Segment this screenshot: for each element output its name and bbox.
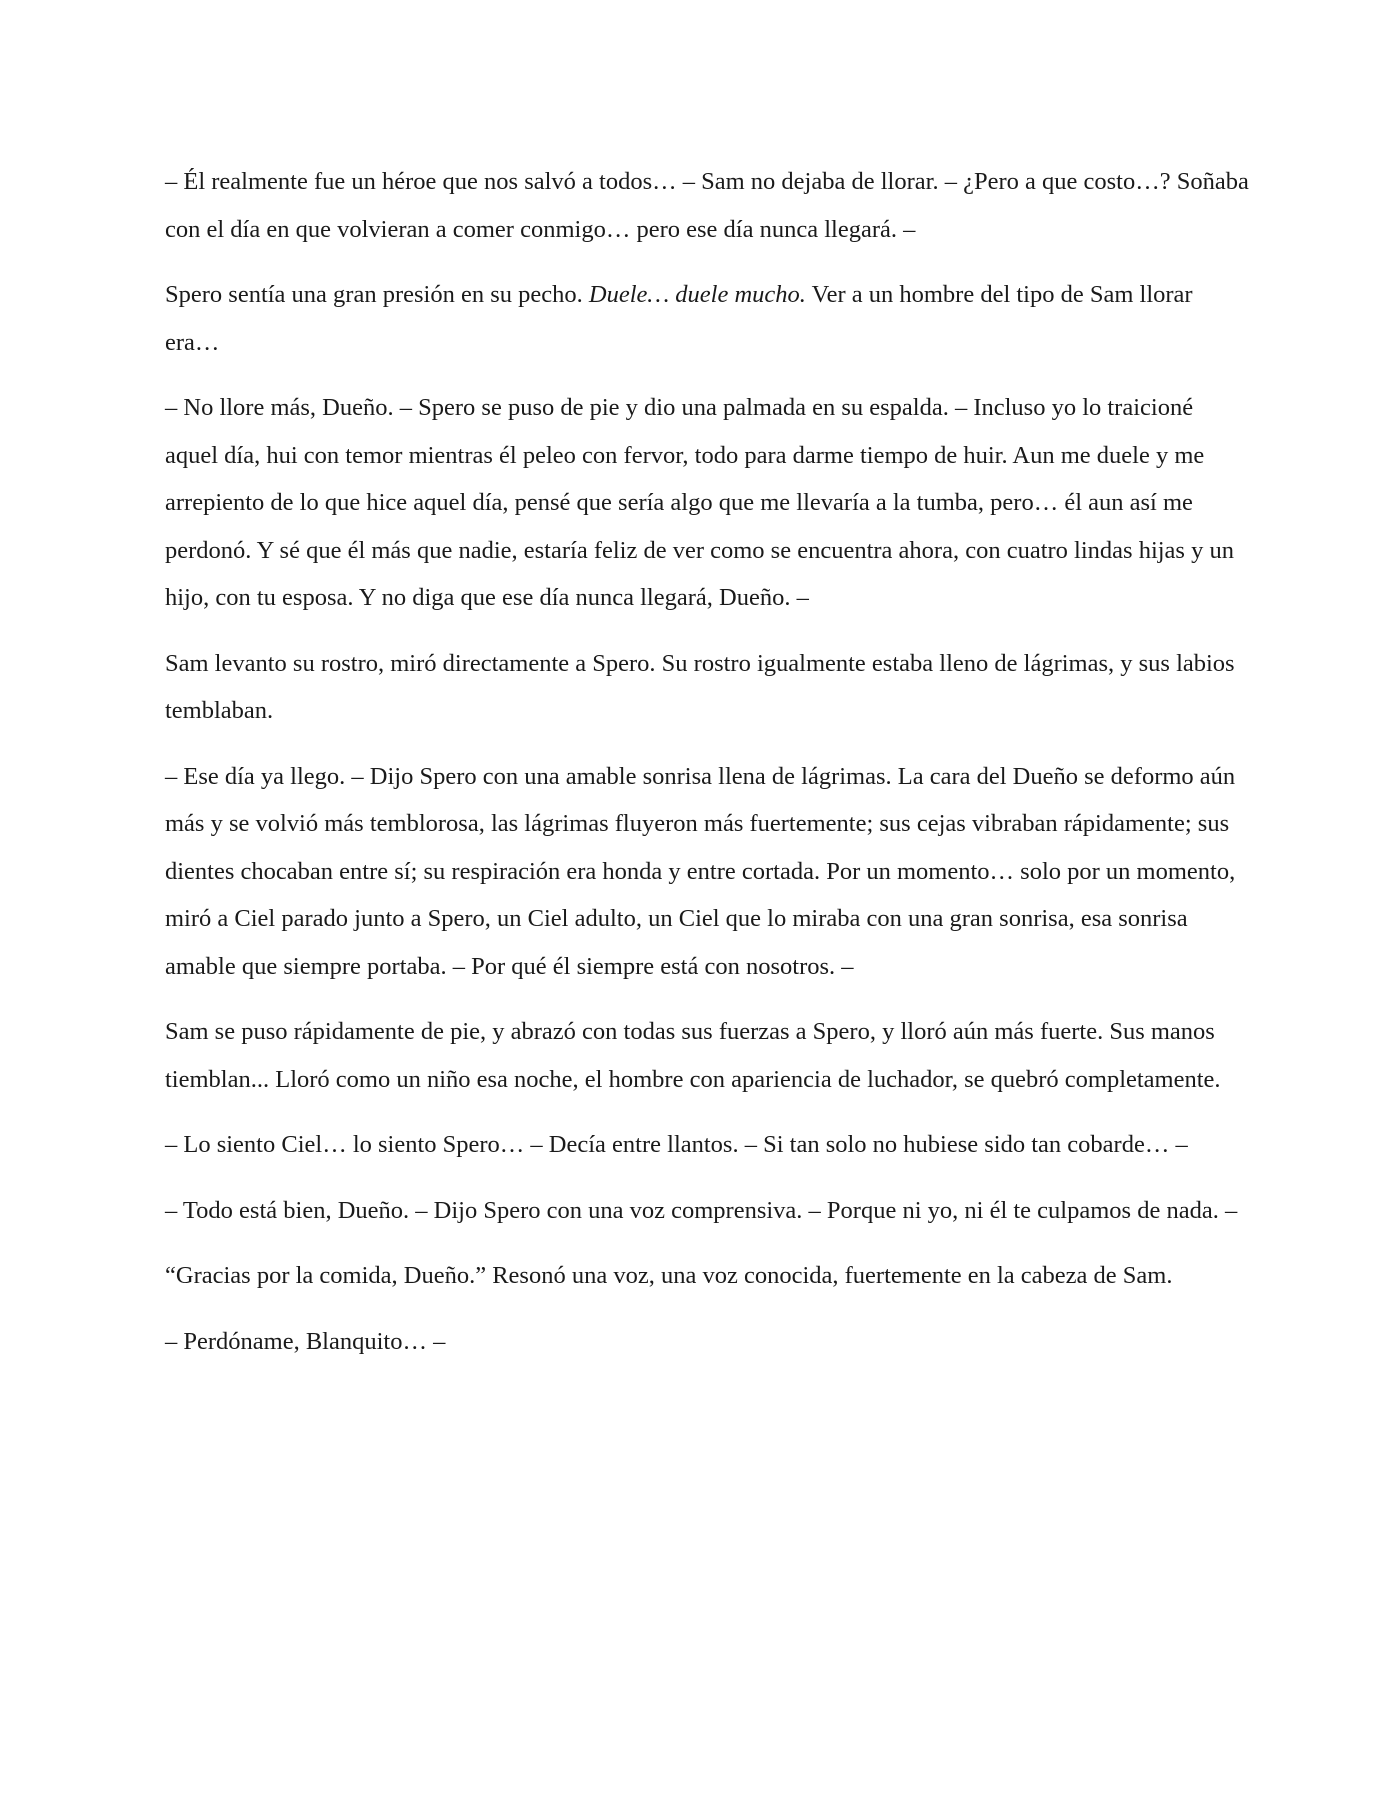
- document-body: [165, 158, 1250, 1383]
- paragraph: [165, 1252, 1250, 1300]
- paragraph: [165, 384, 1250, 622]
- paragraph-text: – Perdóname, Blanquito… –: [165, 1327, 446, 1355]
- paragraph: [165, 1008, 1250, 1103]
- paragraph-text: – Él realmente fue un héroe que nos salvó a todos… – Sam no dejaba de llorar. – ¿Pero a que costo…? Soñaba con el día en que volvieran a comer conmigo… pero ese día nunca llegará. –: [165, 168, 1249, 243]
- paragraph: [165, 1187, 1250, 1235]
- paragraph-text: Spero sentía una gran presión en su pecho.: [165, 281, 589, 308]
- paragraph-text: – Todo está bien, Dueño. – Dijo Spero con una voz comprensiva. – Porque ni yo, ni él te culpamos de nada. –: [165, 1196, 1238, 1224]
- paragraph-text: Ver a un hombre del tipo de Sam llorar era…: [165, 281, 1193, 356]
- paragraph: [165, 1318, 1250, 1366]
- paragraph-text: – Ese día ya llego. – Dijo Spero con una amable sonrisa llena de lágrimas. La cara del Dueño se deformo aún más y se volvió más temblorosa, las lágrimas fluyeron más fuertemente; sus cejas vibraban rápidamente; sus dientes chocaban entre sí; su respiración era honda y entre cortada. Por un momento… solo por un momento, miró a Ciel parado junto a Spero, un Ciel adulto, un Ciel que lo miraba con una gran sonrisa, esa sonrisa amable que siempre portaba. – Por qué él siempre está con nosotros. –: [165, 762, 1236, 980]
- paragraph-text: Sam levanto su rostro, miró directamente a Spero. Su rostro igualmente estaba lleno de lágrimas, y sus labios temblaban.: [165, 649, 1235, 724]
- paragraph: [165, 271, 1250, 366]
- paragraph-text: Sam se puso rápidamente de pie, y abrazó con todas sus fuerzas a Spero, y lloró aún más fuerte. Sus manos tiemblan... Lloró como un niño esa noche, el hombre con apariencia de luchador, se quebró completamente.: [165, 1018, 1221, 1093]
- paragraph: [165, 158, 1250, 253]
- paragraph: [165, 753, 1250, 991]
- paragraph-text: “Gracias por la comida, Dueño.” Resonó una voz, una voz conocida, fuertemente en la cabeza de Sam.: [165, 1262, 1173, 1289]
- paragraph: [165, 640, 1250, 735]
- paragraph: [165, 1121, 1250, 1169]
- paragraph-text: – Lo siento Ciel… lo siento Spero… – Decía entre llantos. – Si tan solo no hubiese sido tan cobarde… –: [165, 1131, 1188, 1158]
- italic-text: Duele… duele mucho.: [588, 281, 806, 308]
- paragraph-text: – No llore más, Dueño. – Spero se puso de pie y dio una palmada en su espalda. – Incluso yo lo traicioné aquel día, hui con temor mientras él peleo con fervor, todo para darme tiempo de huir. Aun me duele y me arrepiento de lo que hice aquel día, pensé que sería algo que me llevaría a la tumba, pero… él aun así me perdonó. Y sé que él más que nadie, estaría feliz de ver como se encuentra ahora, con cuatro lindas hijas y un hijo, con tu esposa. Y no diga que ese día nunca llegará, Dueño. –: [165, 394, 1234, 611]
